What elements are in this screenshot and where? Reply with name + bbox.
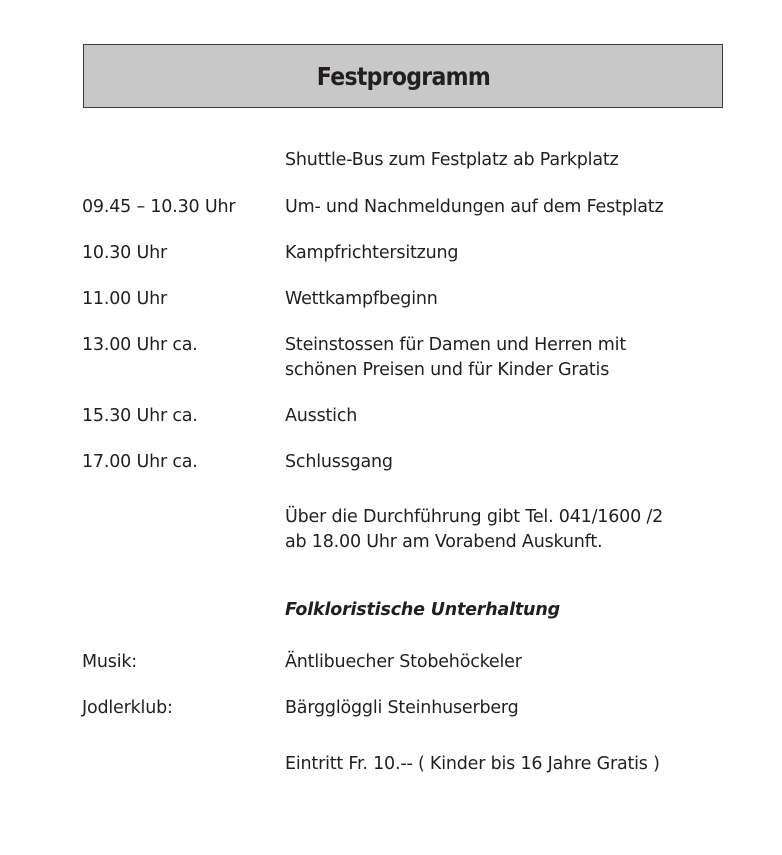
entertainment-label-yodel: Jodlerklub:	[82, 698, 173, 718]
schedule-time-registration: 09.45 – 10.30 Uhr	[82, 197, 236, 217]
schedule-time-final: 17.00 Uhr ca.	[82, 452, 198, 472]
schedule-time-stone: 13.00 Uhr ca.	[82, 335, 198, 355]
schedule-text-judges: Kampfrichtersitzung	[285, 243, 459, 263]
schedule-text-start: Wettkampfbeginn	[285, 289, 438, 309]
entertainment-value-yodel: Bärgglöggli Steinhuserberg	[285, 698, 519, 718]
schedule-text-registration: Um- und Nachmeldungen auf dem Festplatz	[285, 197, 664, 217]
title-box	[83, 44, 723, 108]
page-title: Festprogramm	[316, 61, 490, 91]
schedule-text-stone-line2: schönen Preisen und für Kinder Gratis	[285, 360, 610, 380]
entertainment-value-music: Äntlibuecher Stobehöckeler	[285, 652, 522, 672]
schedule-text-stone-line1: Steinstossen für Damen und Herren mit	[285, 335, 626, 355]
info-line-2: ab 18.00 Uhr am Vorabend Auskunft.	[285, 532, 603, 552]
schedule-time-ausstich: 15.30 Uhr ca.	[82, 406, 198, 426]
schedule-time-judges: 10.30 Uhr	[82, 243, 167, 263]
admission-text: Eintritt Fr. 10.-- ( Kinder bis 16 Jahre Gratis )	[285, 754, 660, 774]
schedule-time-start: 11.00 Uhr	[82, 289, 167, 309]
entertainment-heading: Folkloristische Unterhaltung	[285, 600, 560, 620]
entertainment-label-music: Musik:	[82, 652, 137, 672]
schedule-text-shuttle: Shuttle-Bus zum Festplatz ab Parkplatz	[285, 150, 619, 170]
schedule-text-final: Schlussgang	[285, 452, 393, 472]
info-line-1: Über die Durchführung gibt Tel. 041/1600 /2	[285, 507, 664, 527]
schedule-text-ausstich: Ausstich	[285, 406, 358, 426]
